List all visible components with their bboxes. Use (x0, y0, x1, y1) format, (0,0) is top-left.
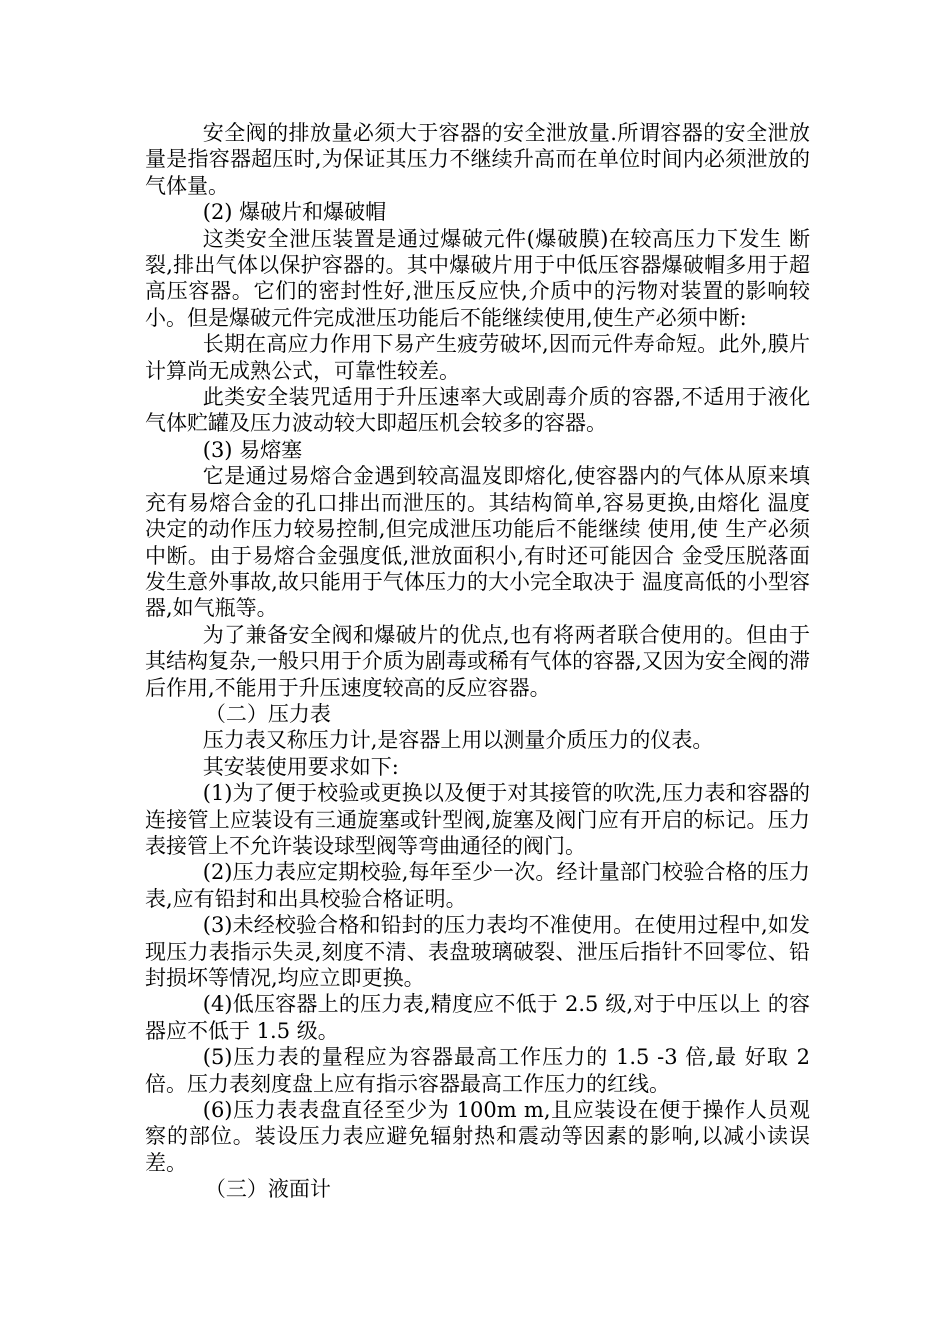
paragraph-fusible-plug: 它是通过易熔合金遇到较高温岌即熔化,使容器内的气体从原来填充有易熔合金的孔口排出而泄压的。其结构简单,容易更换,由熔化 温度决定的动作压力较易控制,但完成泄压功能后不能继续 使用,使 生产必须中断。由于易熔合金强度低,泄放面积小,有时还可能因合 金受压脱落面发生意外事故,故只能用于气体压力的大小完全取决于 温度高低的小型容器,如气瓶等。 (145, 464, 810, 621)
heading-rupture-disc: (2) 爆破片和爆破帽 (202, 200, 387, 225)
list-item-requirement-3: (3)未经校验合格和铅封的压力表均不准使用。在使用过程中,如发现压力表指示失灵,刻度不清、表盘玻璃破裂、泄压后指针不回零位、铅封损坏等情况,均应立即更换。 (145, 913, 810, 990)
document-body (145, 120, 810, 1203)
list-item-requirement-6: (6)压力表表盘直径至少为 100m m,且应装设在便于操作人员观 察的部位。装设压力表应避免辐射热和震动等因素的影响,以减小读误差。 (145, 1098, 810, 1175)
list-item-requirement-2: (2)压力表应定期校验,每年至少一次。经计量部门校验合格的压力表,应有铅封和出具校验合格证明。 (145, 860, 810, 911)
paragraph-rupture-device: 这类安全泄压装置是通过爆破元件(爆破膜)在较高压力下发生 断裂,排出气体以保护容器的。其中爆破片用于中低压容器爆破帽多用于超高压容器。它们的密封性好,泄压反应快,介质中的污物对装置的影响较小。但是爆破元件完成泄压功能后不能继续使用,使生产必须中断: (145, 226, 810, 330)
paragraph-install-requirements: 其安装使用要求如下: (202, 754, 399, 779)
list-item-requirement-1: (1)为了便于校验或更换以及便于对其接管的吹洗,压力表和容器的连接管上应装设有三通旋塞或针型阀,旋塞及阀门应有开启的标记。压力表接管上不允许装设球型阀等弯曲通径的阀门。 (145, 781, 810, 858)
heading-pressure-gauge: （二）压力表 (204, 701, 331, 726)
list-item-requirement-5: (5)压力表的量程应为容器最高工作压力的 1.5 -3 倍,最 好取 2 倍。压力表刻度盘上应有指示容器最高工作压力的红线。 (145, 1045, 810, 1096)
paragraph-applicability: 此类安全装咒适用于升压速率大或剧毒介质的容器,不适用于液化气体贮罐及压力波动较大即超压机会较多的容器。 (145, 385, 810, 436)
paragraph-fatigue: 长期在高应力作用下易产生疲劳破坏,因而元件寿命短。此外,膜片计算尚无成熟公式，可靠性较差。 (145, 332, 810, 383)
heading-fusible-plug: (3) 易熔塞 (202, 437, 303, 462)
heading-level-gauge: （三）液面计 (204, 1177, 331, 1202)
paragraph-combined-use: 为了兼备安全阀和爆破片的优点,也有将两者联合使用的。但由于其结构复杂,一般只用于介质为剧毒或稀有气体的容器,又因为安全阀的滞后作用,不能用于升压速度较高的反应容器。 (145, 622, 810, 700)
paragraph-gauge-definition: 压力表又称压力计,是容器上用以测量介质压力的仪表。 (202, 728, 714, 753)
paragraph-relief-capacity: 安全阀的排放量必须大于容器的安全泄放量.所谓容器的安全泄放量是指容器超压时,为保证其压力不继续升高而在单位时间内必须泄放的气体量。 (145, 121, 810, 198)
list-item-requirement-4: (4)低压容器上的压力表,精度应不低于 2.5 级,对于中压以上 的容器应不低于 1.5 级。 (145, 992, 810, 1043)
